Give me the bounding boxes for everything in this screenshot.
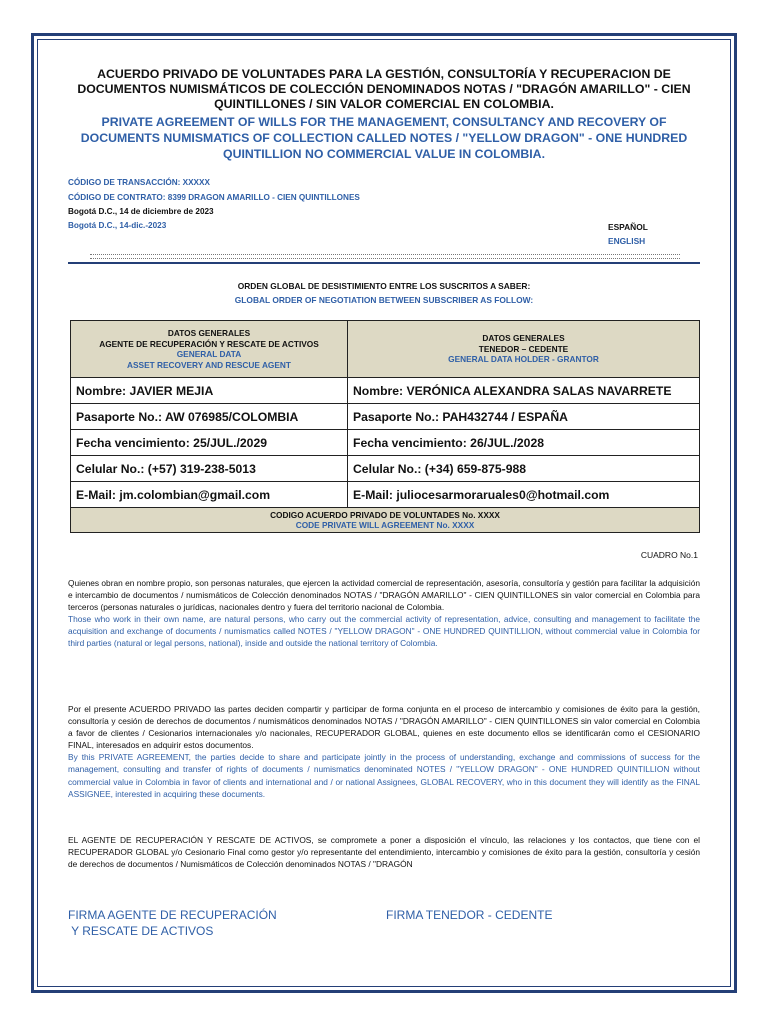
holder-header-line: TENEDOR – CEDENTE (478, 343, 569, 354)
signature-agent (68, 907, 277, 939)
transaction-code: CÓDIGO DE TRANSACCIÓN: XXXXX (68, 178, 210, 187)
agreement-code-english: CODE PRIVATE WILL AGREEMENT No. XXXX (295, 520, 475, 530)
agent-header-line: AGENTE DE RECUPERACIÓN Y RESCATE DE ACTIVOS (99, 338, 319, 349)
table-row (71, 430, 700, 456)
paragraph-3 (68, 834, 700, 870)
table-row (71, 482, 700, 508)
document-title-spanish: ACUERDO PRIVADO DE VOLUNTADES PARA LA GESTIÓN, CONSULTORÍA Y RECUPERACION DE DOCUMENTOS NUMISMÁTICOS DE COLECCIÓN DENOMINADOS NOTAS / "DRAGÓN AMARILLO" - CIEN QUINTILLONES / SIN VALOR COMERCIAL EN COLOMBIA. (77, 67, 691, 111)
holder-header-line: DATOS GENERALES (482, 333, 565, 344)
table-row (71, 378, 700, 404)
language-spanish: ESPAÑOL (608, 222, 648, 232)
signature-holder: FIRMA TENEDOR - CEDENTE (386, 908, 553, 922)
table-footer-row (71, 508, 700, 533)
agent-phone: Celular No.: (+57) 319-238-5013 (71, 456, 348, 482)
paragraph-1 (68, 577, 700, 650)
agent-name: Nombre: JAVIER MEJIA (71, 378, 348, 404)
signature-agent-line: FIRMA AGENTE DE RECUPERACIÓN (68, 908, 277, 922)
paragraph-2 (68, 703, 700, 800)
order-heading-spanish: ORDEN GLOBAL DE DESISTIMIENTO ENTRE LOS SUSCRITOS A SABER: (237, 281, 531, 291)
agent-email: E-Mail: jm.colombian@gmail.com (71, 482, 348, 508)
paragraph-text-spanish: Quienes obran en nombre propio, son personas naturales, que ejercen la actividad comercial de representación, asesoría, consultoría y gestión para facilitar la adquisición e intercambio de documentos / numismáticos de Colección denominados NOTAS / "DRAGÓN AMARILLO" - CIEN QUINTILLONES sin valor comercial en Colombia para terceros (personas naturales o jurídicas, nacionales dentro y fuera del territorio nacional de Colombia. (68, 578, 700, 613)
agreement-code-cell (71, 508, 700, 533)
agreement-code-spanish: CODIGO ACUERDO PRIVADO DE VOLUNTADES No. XXXX (270, 509, 500, 520)
dotted-separator (90, 254, 680, 259)
signature-agent-line: Y RESCATE DE ACTIVOS (68, 924, 214, 938)
holder-email: E-Mail: juliocesarmoraruales0@hotmail.com (348, 482, 700, 508)
holder-phone: Celular No.: (+34) 659-875-988 (348, 456, 700, 482)
table-header-row (71, 321, 700, 378)
date-spanish: Bogotá D.C., 14 de diciembre de 2023 (68, 207, 214, 216)
holder-header-line: GENERAL DATA HOLDER - GRANTOR (448, 354, 599, 365)
paragraph-text-spanish: EL AGENTE DE RECUPERACIÓN Y RESCATE DE ACTIVOS, se compromete a poner a disposición el vínculo, las relaciones y los contactos, que tiene con el RECUPERADOR GLOBAL y/o Cesionario Final como gestor y/o representante del entendimiento, intercambio y comisiones de éxito para la gestión, consultoría y cesión de derechos de documentos / Numismáticos de Colección denominados NOTAS / "DRAGÓN (68, 835, 700, 870)
paragraph-text-english: By this PRIVATE AGREEMENT, the parties decide to share and participate jointly in the process of understanding, exchange and commissions of success for the management, consulting and transfer of rights of documents / numismatics denominated NOTES / "YELLOW DRAGON" - ONE HUNDRED QUINTILLION without commercial value in Colombia in favor of clients and international and / or national Assignees, GLOBAL RECOVERY, who in this document they will identify as the FINAL ASSIGNEE, interested in acquiring these documents. (68, 752, 700, 799)
agent-expiry: Fecha vencimiento: 25/JUL./2029 (71, 430, 348, 456)
language-english: ENGLISH (608, 236, 646, 246)
paragraph-text-spanish: Por el presente ACUERDO PRIVADO las partes deciden compartir y participar de forma conjunta en el proceso de intercambio y comisiones de éxito para la gestión, consultoría y cesión de derechos de documentos / numismáticos denominados NOTAS / "DRAGÓN AMARILLO" - CIEN QUINTILLONES sin valor comercial en Colombia a favor de clientes / Cesionarios internacionales y/o nacionales, RECUPERADOR GLOBAL, quienes en este documento ellos se identificarán como el CESIONARIO FINAL, interesados en adquirir estos documentos. (68, 704, 700, 751)
document-title-english: PRIVATE AGREEMENT OF WILLS FOR THE MANAGEMENT, CONSULTANCY AND RECOVERY OF DOCUMENTS NUMISMATICS OF COLLECTION CALLED NOTES / "YELLOW DRAGON" - ONE HUNDRED QUINTILLION NO COMMERCIAL VALUE IN COLOMBIA. (80, 115, 688, 161)
table-row (71, 404, 700, 430)
agent-passport: Pasaporte No.: AW 076985/COLOMBIA (71, 404, 348, 430)
paragraph-text-english: Those who work in their own name, are natural persons, who carry out the commercial activity of representation, advice, consulting and management to facilitate the acquisition and exchange of documents / numismatics called NOTES / "YELLOW DRAGON" - ONE HUNDRED QUINTILLION, without commercial value in Colombia for third parties (natural or legal persons, national), inside and outside the national territory of Colombia. (68, 614, 700, 649)
holder-expiry: Fecha vencimiento: 26/JUL./2028 (348, 430, 700, 456)
contract-code: CÓDIGO DE CONTRATO: 8399 DRAGON AMARILLO - CIEN QUINTILLONES (68, 193, 360, 202)
table-row (71, 456, 700, 482)
parties-table (70, 320, 700, 533)
holder-passport: Pasaporte No.: PAH432744 / ESPAÑA (348, 404, 700, 430)
agent-header-cell (71, 321, 348, 378)
agent-header-line: DATOS GENERALES (167, 328, 251, 338)
table-caption: CUADRO No.1 (640, 550, 698, 560)
date-english: Bogotá D.C., 14-dic.-2023 (68, 221, 167, 230)
holder-header-cell (348, 321, 700, 378)
agent-header-line: ASSET RECOVERY AND RESCUE AGENT (127, 359, 291, 370)
holder-name: Nombre: VERÓNICA ALEXANDRA SALAS NAVARRETE (348, 378, 700, 404)
order-heading-english: GLOBAL ORDER OF NEGOTIATION BETWEEN SUBSCRIBER AS FOLLOW: (234, 295, 534, 305)
agent-header-line: GENERAL DATA (176, 349, 242, 359)
header-rule (68, 262, 700, 264)
